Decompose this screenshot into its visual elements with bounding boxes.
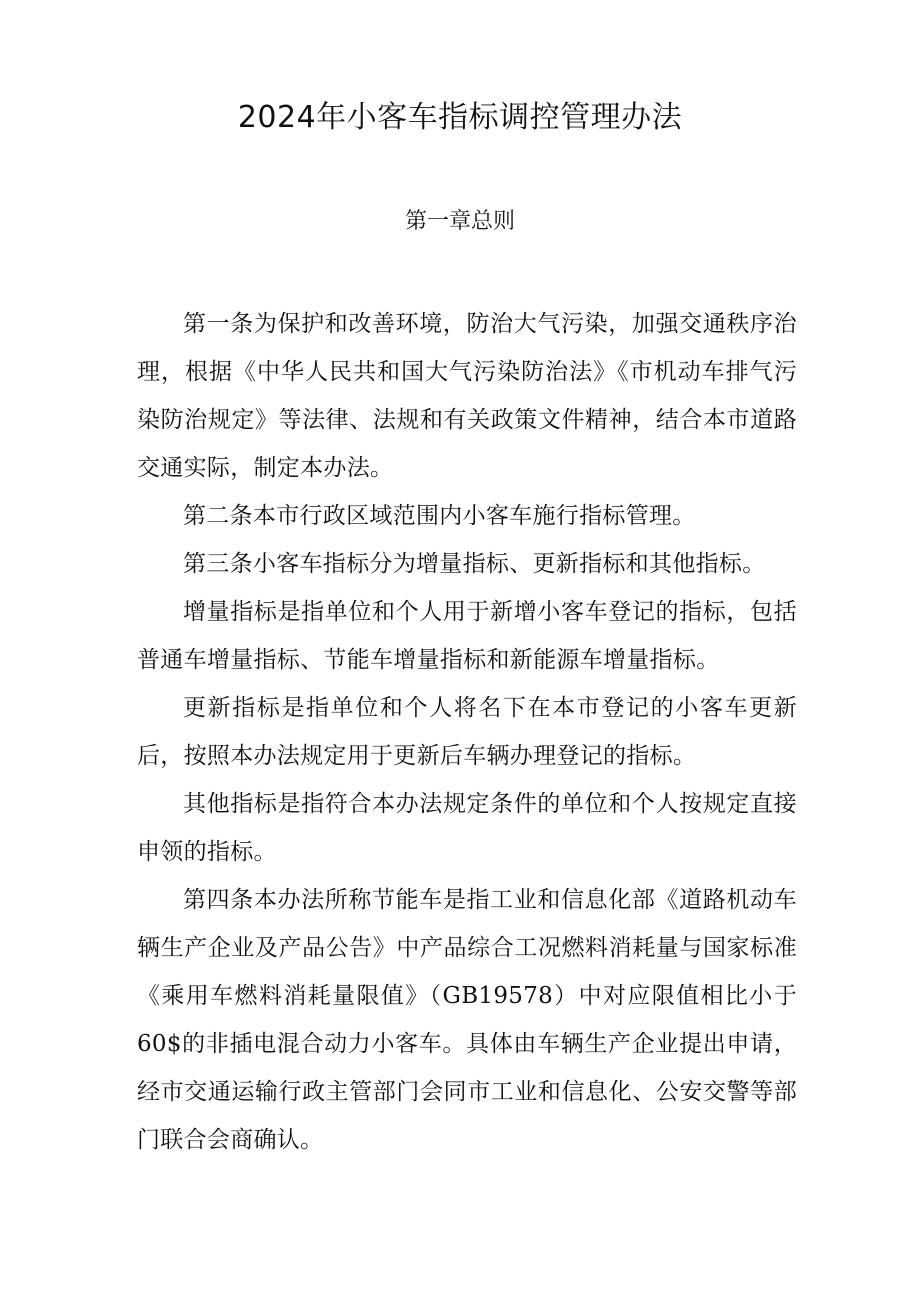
paragraph-article-3: 第三条小客车指标分为增量指标、更新指标和其他指标。	[183, 551, 766, 577]
document-body	[137, 300, 797, 1164]
paragraph-article-1: 第一条为保护和改善环境，防治大气污染，加强交通秩序治理，根据《中华人民共和国大气污染防治法》《市机动车排气污染防治规定》等法律、法规和有关政策文件精神，结合本市道路交通实际，制定本办法。	[137, 311, 797, 481]
chapter-heading: 第一章总则	[404, 209, 515, 234]
paragraph-incremental-quota: 增量指标是指单位和个人用于新增小客车登记的指标，包括普通车增量指标、节能车增量指标和新能源车增量指标。	[137, 599, 797, 673]
paragraph-article-4: 第四条本办法所称节能车是指工业和信息化部《道路机动车辆生产企业及产品公告》中产品综合工况燃料消耗量与国家标准《乘用车燃料消耗量限值》（GB19578）中对应限值相比小于60$的非插电混合动力小客车。具体由车辆生产企业提出申请，经市交通运输行政主管部门会同市工业和信息化、公安交警等部门联合会商确认。	[137, 887, 797, 1153]
paragraph-other-quota: 其他指标是指符合本办法规定条件的单位和个人按规定直接申领的指标。	[137, 791, 797, 865]
paragraph-article-2: 第二条本市行政区域范围内小客车施行指标管理。	[183, 503, 696, 529]
paragraph-renewal-quota: 更新指标是指单位和个人将名下在本市登记的小客车更新后，按照本办法规定用于更新后车辆办理登记的指标。	[137, 695, 797, 769]
document-title: 2024年小客车指标调控管理办法	[237, 100, 683, 135]
